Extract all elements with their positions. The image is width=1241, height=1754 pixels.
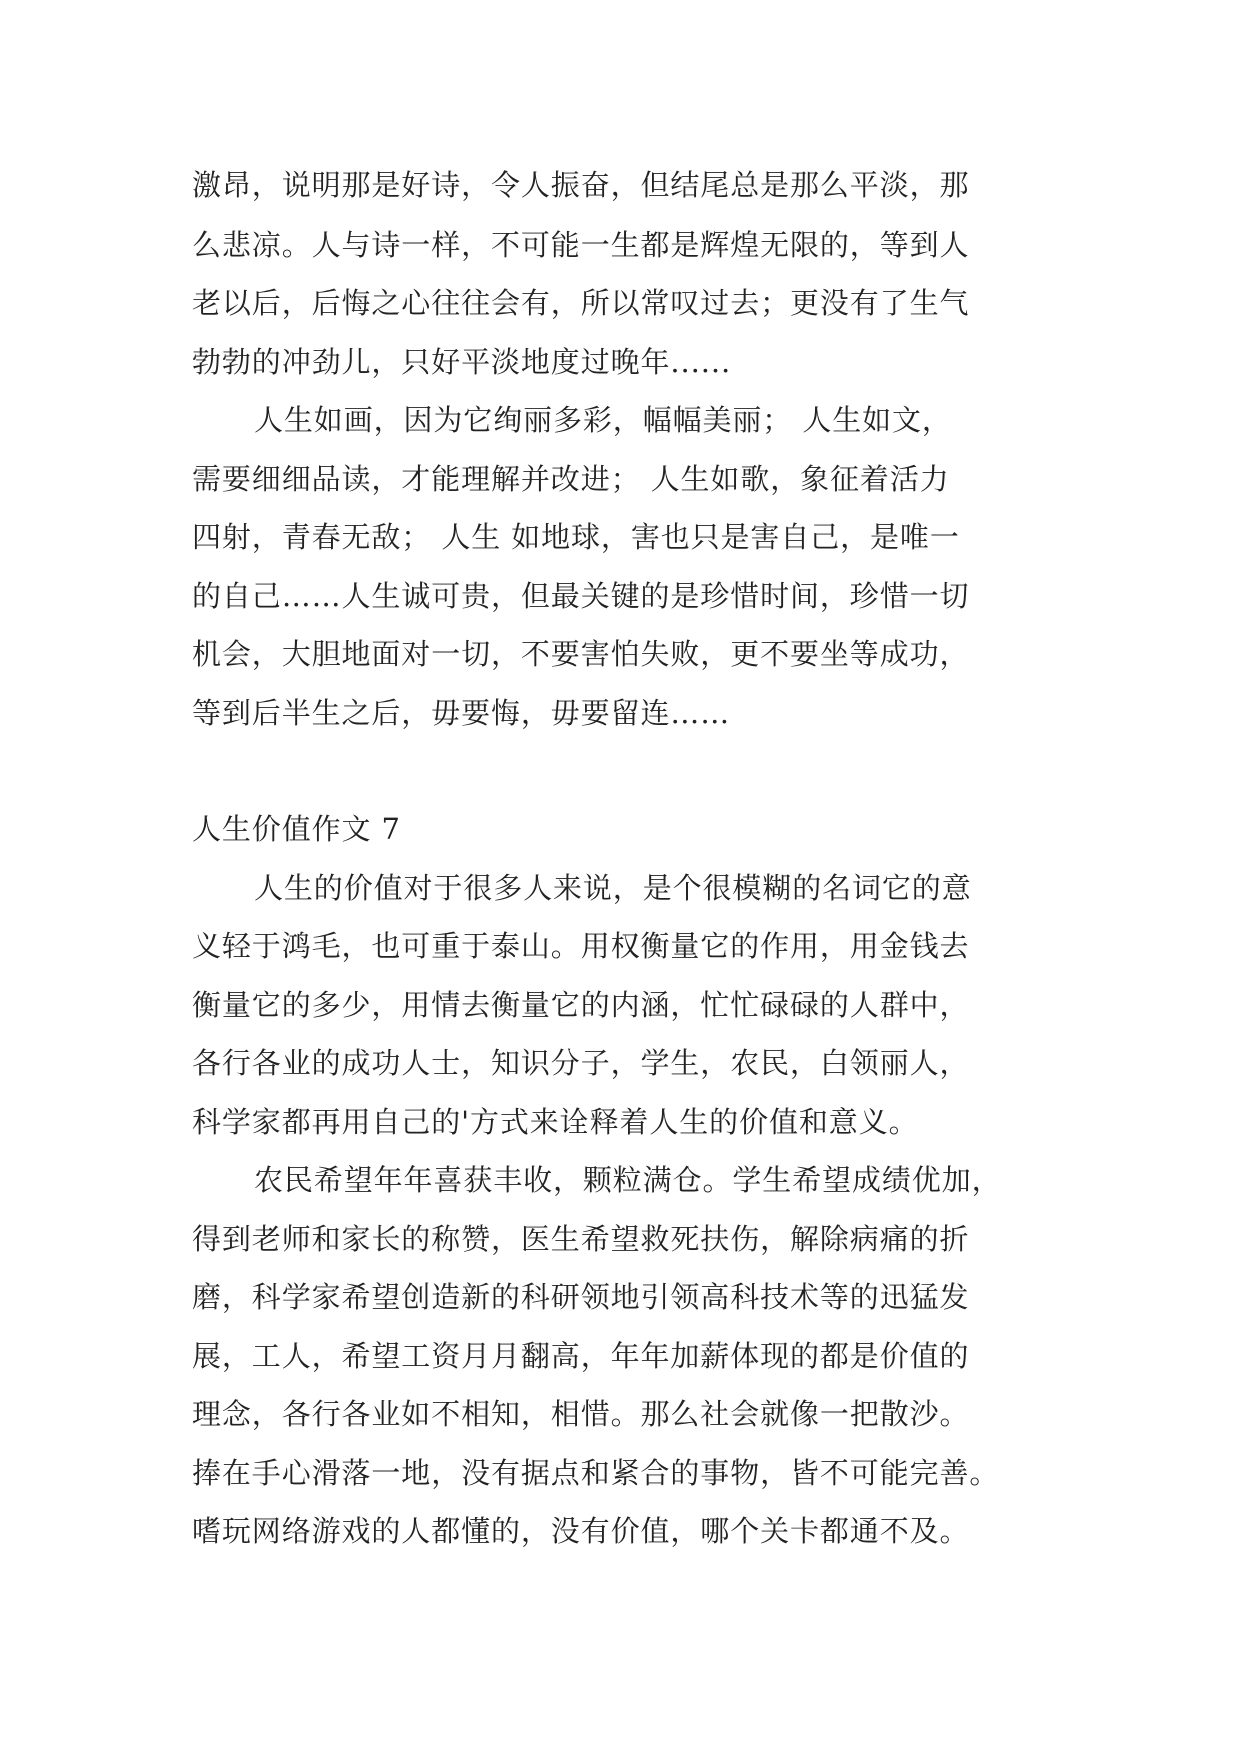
paragraph-line: 理念，各行各业如不相知，相惜。那么社会就像一把散沙。 [192,1397,970,1431]
paragraph-line: 得到老师和家长的称赞，医生希望救死扶伤，解除病痛的折 [192,1222,970,1256]
paragraph-line: 各行各业的成功人士，知识分子，学生，农民，白领丽人， [192,1046,970,1080]
paragraph-line: 人生的价值对于很多人来说，是个很模糊的名词它的意 [254,871,972,905]
paragraph-line: 勃勃的冲劲儿，只好平淡地度过晚年...... [192,345,732,379]
paragraph-line: 科学家都再用自己的'方式来诠释着人生的价值和意义。 [192,1105,919,1139]
paragraph-line: 么悲凉。人与诗一样，不可能一生都是辉煌无限的，等到人 [192,228,970,262]
paragraph-line: 激昂，说明那是好诗，令人振奋，但结尾总是那么平淡，那 [192,168,970,202]
paragraph-line: 需要细细品读，才能理解并改进； 人生如歌，象征着活力 [192,462,950,496]
paragraph-line: 展，工人，希望工资月月翻高，年年加薪体现的都是价值的 [192,1339,970,1373]
paragraph-line: 四射，青春无敌； 人生 如地球，害也只是害自己，是唯一 [192,520,960,554]
paragraph-line: 等到后半生之后，毋要悔，毋要留连…… [192,696,731,730]
paragraph-line: 义轻于鸿毛，也可重于泰山。用权衡量它的作用，用金钱去 [192,929,970,963]
paragraph-line: 磨，科学家希望创造新的科研领地引领高科技术等的迅猛发 [192,1280,970,1314]
paragraph-line: 嗜玩网络游戏的人都懂的，没有价值，哪个关卡都通不及。 [192,1514,970,1548]
paragraph-line: 农民希望年年喜获丰收，颗粒满仓。学生希望成绩优加， [254,1163,1002,1197]
section-heading: 人生价值作文 7 [192,812,401,846]
paragraph-line: 老以后，后悔之心往往会有，所以常叹过去；更没有了生气 [192,286,970,320]
paragraph-line: 机会，大胆地面对一切，不要害怕失败，更不要坐等成功， [192,637,970,671]
paragraph-line: 捧在手心滑落一地，没有据点和紧合的事物，皆不可能完善。 [192,1456,1000,1490]
paragraph-line: 的自己……人生诚可贵，但最关键的是珍惜时间，珍惜一切 [192,579,970,613]
paragraph-line: 衡量它的多少，用情去衡量它的内涵，忙忙碌碌的人群中， [192,988,970,1022]
paragraph-line: 人生如画，因为它绚丽多彩，幅幅美丽； 人生如文， [254,403,952,437]
